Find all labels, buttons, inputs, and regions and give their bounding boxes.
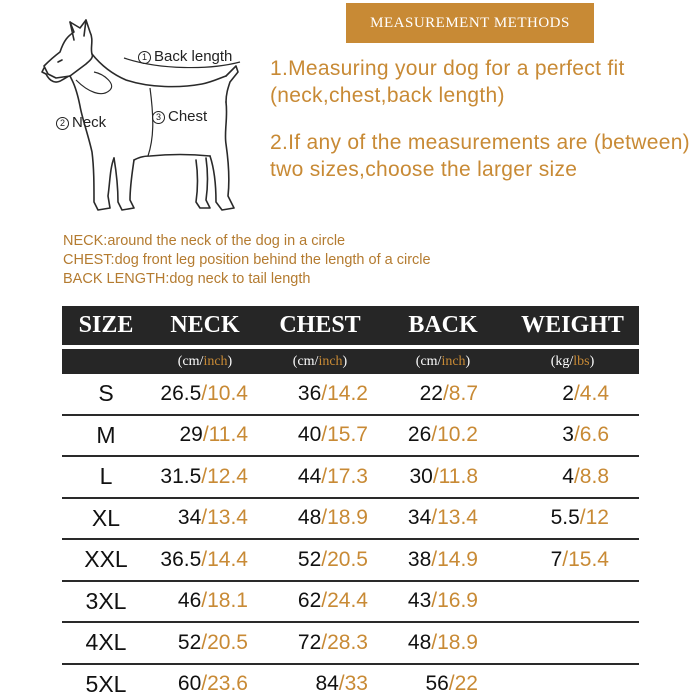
neck-cell: 34/13.4 — [177, 506, 248, 530]
back-cell: 38/14.9 — [407, 547, 478, 571]
neck-text: Neck — [72, 114, 107, 131]
method-1-text: 1.Measuring your dog for a perfect fit (neck,chest,back length) — [270, 57, 625, 107]
table-body — [62, 374, 639, 700]
back-cell: 56/22 — [425, 672, 478, 696]
neck-number: 2 — [56, 117, 69, 130]
table-row — [62, 540, 639, 582]
neck-cell: 52/20.5 — [177, 630, 248, 654]
units-neck: (cm/inch) — [177, 353, 233, 369]
units-chest: (cm/inch) — [292, 353, 348, 369]
back-cell: 30/11.8 — [409, 464, 478, 488]
size-cell: XL — [91, 504, 121, 531]
back-cell: 22/8.7 — [419, 381, 478, 405]
neck-cell: 29/11.4 — [179, 423, 248, 447]
back-length-text: Back length — [154, 48, 233, 65]
method-2-text: 2.If any of the measurements are (between) two sizes,choose the larger size — [270, 131, 690, 181]
weight-cell: 3/6.6 — [562, 423, 609, 447]
table-row — [62, 499, 639, 541]
chest-cell: 36/14.2 — [297, 381, 368, 405]
table-row — [62, 457, 639, 499]
weight-cell: 7/15.4 — [550, 547, 609, 571]
back-cell: 26/10.2 — [407, 423, 478, 447]
neck-cell: 31.5/12.4 — [160, 464, 248, 488]
back-cell: 43/16.9 — [407, 589, 478, 613]
size-cell: XXL — [84, 546, 128, 573]
table-units-row — [62, 349, 639, 374]
chest-cell: 62/24.4 — [297, 589, 368, 613]
chest-cell: 52/20.5 — [297, 547, 368, 571]
neck-cell: 60/23.6 — [177, 672, 248, 696]
neck-cell: 46/18.1 — [177, 589, 248, 613]
size-cell: 3XL — [85, 587, 127, 614]
table-row — [62, 374, 639, 416]
neck-label — [56, 114, 106, 131]
weight-cell: 4/8.8 — [562, 464, 609, 488]
weight-cell: 5.5/12 — [550, 506, 609, 530]
back-cell: 48/18.9 — [407, 630, 478, 654]
note-neck: NECK:around the neck of the dog in a circle — [63, 233, 346, 249]
chest-number: 3 — [152, 111, 165, 124]
chest-text: Chest — [168, 108, 208, 125]
chest-cell: 40/15.7 — [297, 423, 368, 447]
size-cell: 5XL — [85, 670, 127, 697]
size-chart-table — [62, 306, 639, 700]
neck-cell: 36.5/14.4 — [160, 547, 248, 571]
back-length-number: 1 — [138, 51, 151, 64]
size-cell: S — [98, 380, 114, 407]
size-cell: M — [96, 421, 116, 448]
table-row — [62, 416, 639, 458]
table-row — [62, 582, 639, 624]
note-back-length: BACK LENGTH:dog neck to tail length — [63, 271, 311, 287]
table-row — [62, 623, 639, 665]
back-cell: 34/13.4 — [407, 506, 478, 530]
header-back: BACK — [408, 312, 478, 338]
dog-measurement-illustration — [30, 18, 260, 223]
neck-cell: 26.5/10.4 — [160, 381, 248, 405]
table-row — [62, 665, 639, 700]
header-size: SIZE — [78, 312, 134, 338]
chest-cell: 84/33 — [315, 672, 368, 696]
back-length-label — [138, 48, 232, 65]
size-cell: L — [99, 463, 113, 490]
chest-cell: 72/28.3 — [297, 630, 368, 654]
measurement-methods-banner: MEASUREMENT METHODS — [346, 3, 594, 43]
units-back: (cm/inch) — [415, 353, 471, 369]
chest-cell: 48/18.9 — [297, 506, 368, 530]
units-weight: (kg/lbs) — [550, 353, 595, 369]
weight-cell: 2/4.4 — [562, 381, 609, 405]
chest-label — [152, 108, 207, 125]
header-chest: CHEST — [279, 312, 361, 338]
header-neck: NECK — [170, 312, 240, 338]
chest-cell: 44/17.3 — [297, 464, 368, 488]
table-header-row — [62, 306, 639, 345]
header-weight: WEIGHT — [521, 312, 624, 338]
size-cell: 4XL — [85, 629, 127, 656]
note-chest: CHEST:dog front leg position behind the length of a circle — [63, 252, 431, 268]
measurement-notes — [63, 232, 431, 289]
